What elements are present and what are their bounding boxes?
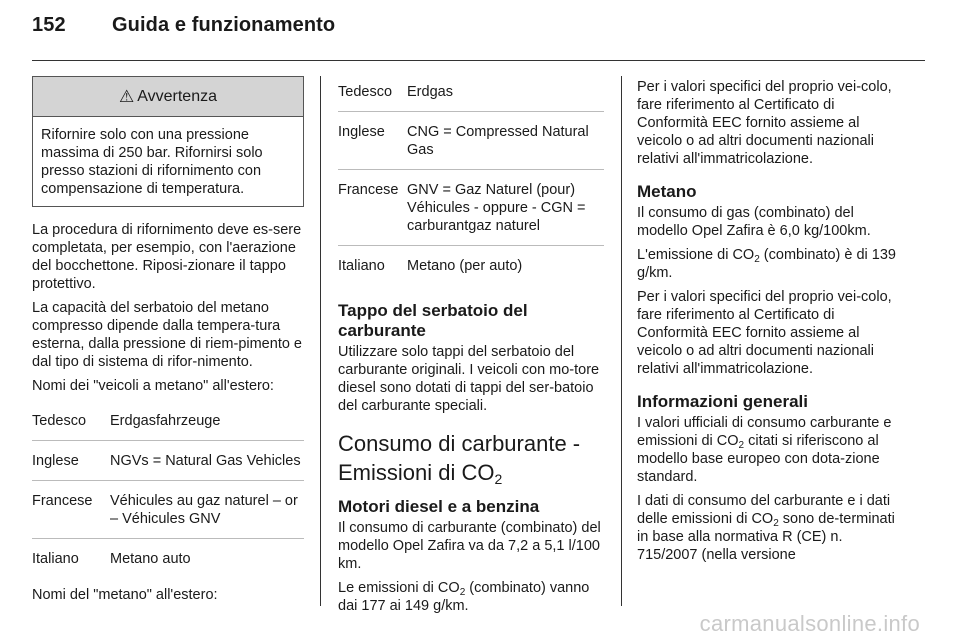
section-heading: Metano bbox=[637, 182, 697, 201]
warning-header bbox=[33, 77, 303, 117]
vehicle-names-table bbox=[32, 401, 304, 578]
column-1 bbox=[32, 76, 304, 610]
paragraph: Per i valori specifici del proprio vei-colo, fare riferimento al Certificato di Conformità EEC fornito assieme al veicolo o ad altri documenti nazionali relativi all'immatricolazione. bbox=[637, 289, 892, 377]
paragraph: I dati di consumo del carburante e i dati delle emissioni di $CO_2$ sono de-terminati in base alla normativa R (CE) n. 715/2007 (nella versione bbox=[637, 493, 895, 563]
table-row: Tedesco Erdgas bbox=[338, 72, 604, 112]
paragraph: Nomi dei "veicoli a metano" all'estero: bbox=[32, 378, 274, 394]
paragraph: La procedura di rifornimento deve es-sere completata, per esempio, con l'aerazione del bocchettone. Riposi-zionare il tappo protettivo. bbox=[32, 222, 302, 292]
paragraph: Per i valori specifici del proprio vei-colo, fare riferimento al Certificato di Conformità EEC fornito assieme al veicolo o ad altri documenti nazionali relativi all'immatricolazione. bbox=[637, 79, 892, 167]
paragraph: La capacità del serbatoio del metano compresso dipende dalla tempera-tura esterna, dalla pressione di riem-pimento e dal tipo di sistema di rifor-nimento. bbox=[32, 300, 302, 370]
section-heading: Motori diesel e a benzina bbox=[338, 497, 540, 516]
table-row: Francese Véhicules au gaz naturel – or – Véhicules GNV bbox=[32, 481, 304, 539]
table-row: Inglese CNG = Compressed Natural Gas bbox=[338, 112, 604, 170]
paragraph: Il consumo di gas (combinato) del modello Opel Zafira è 6,0 kg/100km. bbox=[637, 205, 871, 239]
paragraph: L'emissione di $CO_2$ (combinato) è di 139 g/km. bbox=[637, 247, 896, 281]
warning-triangle-icon: ⚠ bbox=[119, 86, 135, 106]
warning-title: Avvertenza bbox=[137, 87, 217, 105]
page-number: 152 bbox=[32, 14, 66, 36]
column-divider-1 bbox=[320, 76, 321, 606]
section-heading: Informazioni generali bbox=[637, 392, 808, 411]
watermark: carmanualsonline.info bbox=[699, 611, 920, 636]
table-row: Italiano Metano auto bbox=[32, 551, 191, 567]
warning-body: Rifornire solo con una pressione massima di 250 bar. Rifornirsi solo presso stazioni di rifornimento con compensazione di temperatura. bbox=[41, 127, 263, 197]
page-title: Guida e funzionamento bbox=[112, 14, 336, 36]
paragraph: Utilizzare solo tappi del serbatoio del carburante originali. I veicoli con mo-tore diesel sono dotati di tappi del ser-batoio del carburante speciali. bbox=[338, 344, 600, 414]
section-heading: Tappo del serbatoio del carburante bbox=[338, 301, 528, 340]
column-2 bbox=[338, 72, 604, 621]
header-rule bbox=[32, 60, 925, 61]
table-row: Francese GNV = Gaz Naturel (pour) Véhicules - oppure - CGN = carburantgaz naturel bbox=[338, 170, 604, 246]
table-row: Tedesco Erdgasfahrzeuge bbox=[32, 401, 304, 441]
warning-box bbox=[32, 76, 304, 207]
page-header bbox=[32, 14, 335, 37]
gas-names-table bbox=[338, 72, 604, 285]
chapter-heading: Consumo di carburante - Emissioni di $CO_2$ bbox=[338, 431, 581, 487]
paragraph: I valori ufficiali di consumo carburante e emissioni di $CO_2$ citati si riferiscono al modello base europeo con dota-zione standard. bbox=[637, 415, 892, 485]
paragraph: Le emissioni di $CO_2$ (combinato) vanno dai 177 ai 149 g/km. bbox=[338, 580, 590, 614]
column-3 bbox=[637, 78, 905, 570]
paragraph: Il consumo di carburante (combinato) del modello Opel Zafira va da 7,2 a 5,1 l/100 km. bbox=[338, 520, 601, 572]
paragraph: Nomi del "metano" all'estero: bbox=[32, 587, 218, 603]
table-row: Italiano Metano (per auto) bbox=[338, 258, 523, 274]
column-divider-2 bbox=[621, 76, 622, 606]
table-row: Inglese NGVs = Natural Gas Vehicles bbox=[32, 441, 304, 481]
